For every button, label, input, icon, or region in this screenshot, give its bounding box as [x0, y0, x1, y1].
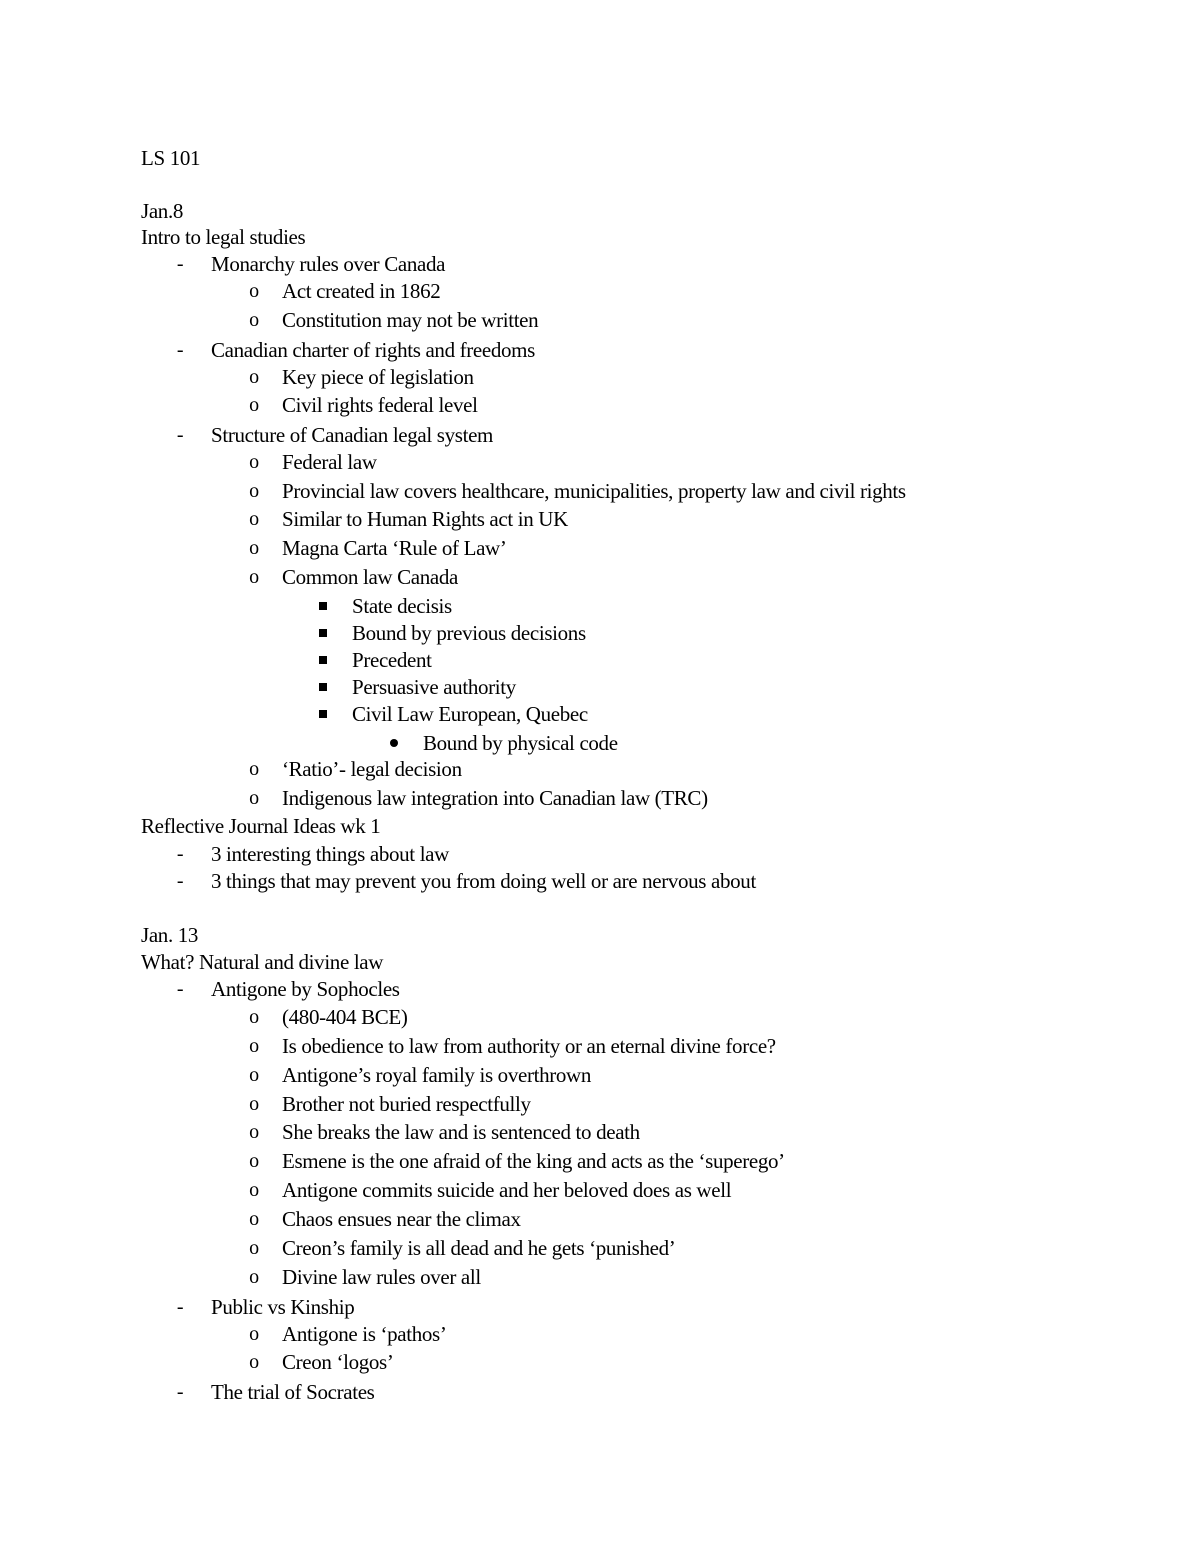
line-text: What? Natural and divine law [141, 950, 384, 974]
line-text: She breaks the law and is sentenced to death [282, 1120, 640, 1144]
line-text: ‘Ratio’- legal decision [282, 757, 462, 781]
circle-bullet: o [249, 394, 259, 416]
square-bullet-icon [319, 629, 327, 637]
circle-bullet: o [249, 1237, 259, 1259]
circle-bullet: o [249, 280, 259, 302]
circle-bullet: o [249, 1208, 259, 1230]
line-text: Federal law [282, 450, 377, 474]
circle-bullet: o [249, 566, 259, 588]
line-text: Is obedience to law from authority or an eternal divine force? [282, 1034, 776, 1058]
line-text: Jan.8 [141, 199, 183, 223]
line-text: Civil Law European, Quebec [352, 702, 588, 726]
line-text: Bound by physical code [423, 731, 618, 755]
dash-bullet: - [176, 253, 184, 275]
circle-bullet: o [249, 1150, 259, 1172]
circle-bullet: o [249, 1121, 259, 1143]
dash-bullet: - [176, 424, 184, 446]
circle-bullet: o [249, 1035, 259, 1057]
circle-bullet: o [249, 1351, 259, 1373]
line-text: LS 101 [141, 146, 201, 170]
circle-bullet: o [249, 366, 259, 388]
square-bullet-icon [319, 602, 327, 610]
line-text: 3 interesting things about law [211, 842, 449, 866]
square-bullet-icon [319, 656, 327, 664]
square-bullet-icon [319, 710, 327, 718]
line-text: Structure of Canadian legal system [211, 423, 494, 447]
line-text: Brother not buried respectfully [282, 1092, 531, 1116]
line-text: Bound by previous decisions [352, 621, 586, 645]
circle-bullet: o [249, 1006, 259, 1028]
line-text: State decisis [352, 594, 452, 618]
line-text: Creon ‘logos’ [282, 1350, 394, 1374]
line-text: Common law Canada [282, 565, 459, 589]
line-text: Similar to Human Rights act in UK [282, 507, 568, 531]
circle-bullet: o [249, 758, 259, 780]
dash-bullet: - [176, 870, 184, 892]
line-text: Public vs Kinship [211, 1295, 355, 1319]
line-text: The trial of Socrates [211, 1380, 375, 1404]
dot-bullet-icon [390, 739, 398, 747]
circle-bullet: o [249, 1179, 259, 1201]
circle-bullet: o [249, 537, 259, 559]
circle-bullet: o [249, 1093, 259, 1115]
line-text: Antigone by Sophocles [211, 977, 400, 1001]
circle-bullet: o [249, 1323, 259, 1345]
line-text: Constitution may not be written [282, 308, 539, 332]
line-text: Intro to legal studies [141, 225, 306, 249]
circle-bullet: o [249, 451, 259, 473]
circle-bullet: o [249, 1064, 259, 1086]
line-text: Canadian charter of rights and freedoms [211, 338, 535, 362]
line-text: Esmene is the one afraid of the king and acts as the ‘superego’ [282, 1149, 785, 1173]
line-text: Act created in 1862 [282, 279, 441, 303]
dash-bullet: - [176, 843, 184, 865]
line-text: Chaos ensues near the climax [282, 1207, 521, 1231]
line-text: Magna Carta ‘Rule of Law’ [282, 536, 507, 560]
line-text: 3 things that may prevent you from doing well or are nervous about [211, 869, 756, 893]
line-text: Creon’s family is all dead and he gets ‘punished’ [282, 1236, 676, 1260]
dash-bullet: - [176, 339, 184, 361]
line-text: Antigone’s royal family is overthrown [282, 1063, 591, 1087]
line-text: Divine law rules over all [282, 1265, 481, 1289]
circle-bullet: o [249, 480, 259, 502]
line-text: Precedent [352, 648, 432, 672]
circle-bullet: o [249, 787, 259, 809]
line-text: Reflective Journal Ideas wk 1 [141, 814, 381, 838]
line-text: Civil rights federal level [282, 393, 478, 417]
line-text: (480-404 BCE) [282, 1005, 408, 1029]
line-text: Monarchy rules over Canada [211, 252, 446, 276]
line-text: Antigone commits suicide and her beloved does as well [282, 1178, 732, 1202]
square-bullet-icon [319, 683, 327, 691]
line-text: Indigenous law integration into Canadian law (TRC) [282, 786, 708, 810]
line-text: Provincial law covers healthcare, municipalities, property law and civil rights [282, 479, 906, 503]
line-text: Key piece of legislation [282, 365, 474, 389]
circle-bullet: o [249, 309, 259, 331]
line-text: Antigone is ‘pathos’ [282, 1322, 447, 1346]
circle-bullet: o [249, 1266, 259, 1288]
dash-bullet: - [176, 1381, 184, 1403]
line-text: Jan. 13 [141, 923, 199, 947]
dash-bullet: - [176, 1296, 184, 1318]
line-text: Persuasive authority [352, 675, 516, 699]
circle-bullet: o [249, 508, 259, 530]
dash-bullet: - [176, 978, 184, 1000]
